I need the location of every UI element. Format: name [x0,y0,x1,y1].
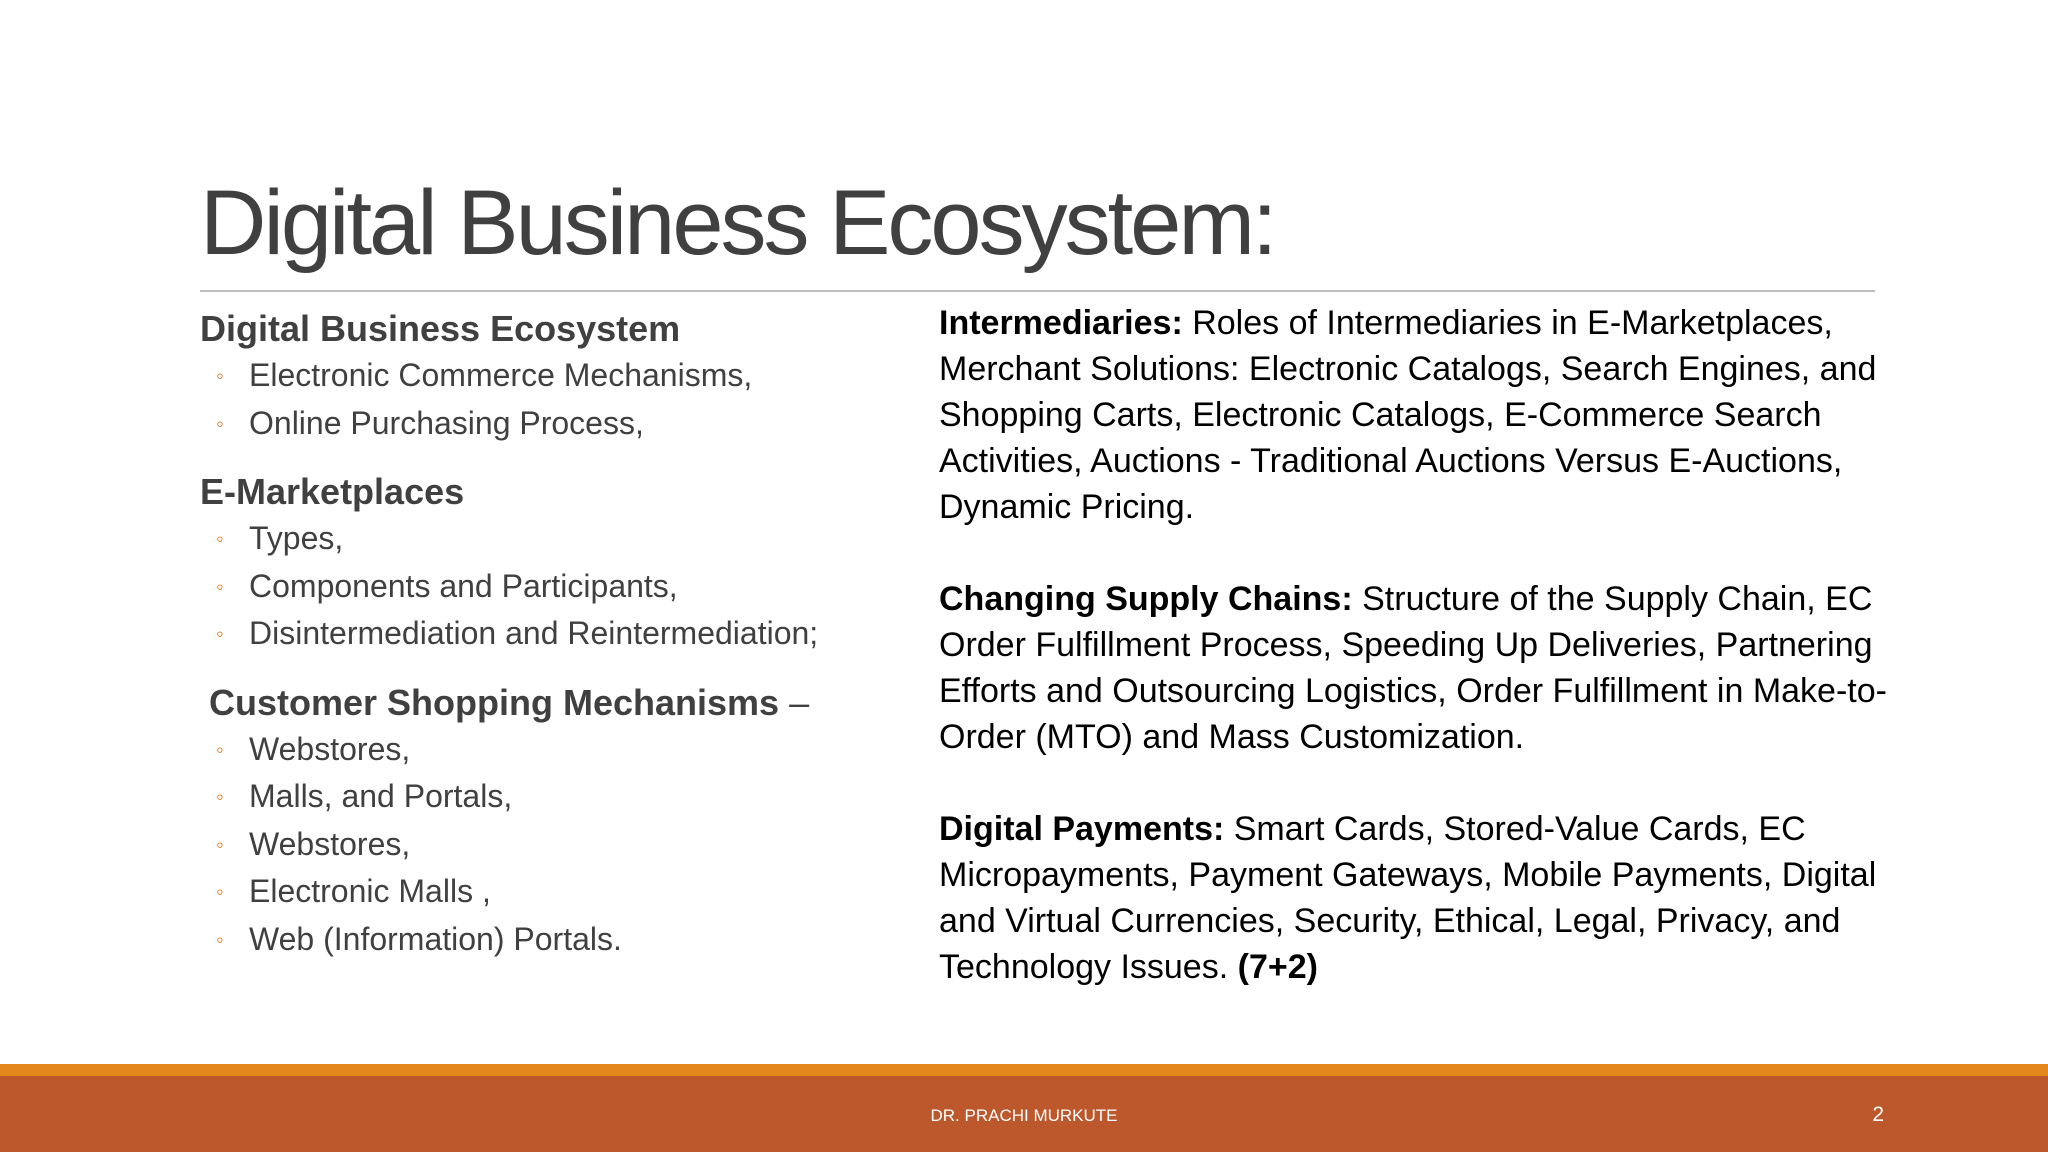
bullet-marker-icon: ◦ [216,363,224,388]
footer-accent-stripe [0,1064,2048,1076]
list-item [200,610,900,658]
list-item [200,726,900,774]
list-item [200,868,900,916]
marks-label: (7+2) [1237,948,1318,986]
paragraph-digital-payments [939,806,1939,990]
bullet-marker-icon: ◦ [216,831,224,857]
list-item-text: Web (Information) Portals. [249,920,622,957]
list-item-text: Malls, and Portals, [249,778,513,814]
bullet-list-e-marketplaces [200,515,900,658]
paragraph-heading: Changing Supply Chains: [939,580,1353,618]
list-item [200,515,900,563]
list-item [200,773,900,821]
bullet-marker-icon: ◦ [216,926,224,952]
bullet-marker-icon: ◦ [216,879,224,904]
paragraph-heading: Digital Payments: [939,810,1225,848]
paragraph-intermediaries [939,300,1939,530]
list-item-text: Webstores, [249,825,411,862]
paragraph-changing-supply-chains [939,576,1939,760]
left-column [200,306,900,985]
footer-author: DR. PRACHI MURKUTE [930,1106,1118,1125]
list-item [200,821,900,869]
paragraph-body: Roles of Intermediaries in E-Marketplaces, Merchant Solutions: Electronic Catalogs, Search Engines, and Shopping Carts, Electronic Catalogs, E-Commerce Search Activities, Auctions - Traditional Auctions Versus E-Auctions, Dynamic Pricing. [939,304,1877,526]
bullet-marker-icon: ◦ [216,410,224,436]
bullet-marker-icon: ◦ [216,573,224,599]
slide-page-number: 2 [1872,1103,1884,1126]
bullet-list-customer-shopping-mechanisms [200,726,900,964]
section-heading-digital-business-ecosystem: Digital Business Ecosystem [200,308,681,349]
paragraph-body: Smart Cards, Stored-Value Cards, EC Micropayments, Payment Gateways, Mobile Payments, Digital and Virtual Currencies, Security, Ethical, Legal, Privacy, and Technology Issues. [939,810,1877,986]
list-item [200,916,900,964]
list-item-text: Components and Participants, [249,567,678,604]
bullet-marker-icon: ◦ [216,736,224,762]
list-item-text: Online Purchasing Process, [249,404,644,441]
section-heading-suffix: – [779,681,810,723]
bullet-list-digital-business-ecosystem [200,352,900,447]
list-item-text: Types, [249,520,344,556]
list-item-text: Disintermediation and Reintermediation; [249,615,819,651]
bullet-marker-icon: ◦ [216,784,224,809]
section-heading-text: Customer Shopping Mechanisms [209,681,780,723]
bullet-marker-icon: ◦ [216,526,224,551]
paragraph-body: Structure of the Supply Chain, EC Order Fulfillment Process, Speeding Up Deliveries, Partnering Efforts and Outsourcing Logistics, Order Fulfillment in Make-to-Order (MTO) and Mass Customization. [939,580,1887,756]
section-heading-e-marketplaces: E-Marketplaces [200,471,465,512]
section-heading-customer-shopping-mechanisms [200,680,900,726]
list-item [200,400,900,448]
bullet-marker-icon: ◦ [216,621,224,646]
list-item [200,352,900,400]
list-item-text: Webstores, [249,730,411,767]
right-column [939,300,1939,1036]
paragraph-heading: Intermediaries: [939,304,1183,342]
list-item [200,563,900,611]
list-item-text: Electronic Malls , [249,873,491,909]
list-item-text: Electronic Commerce Mechanisms, [249,357,753,393]
slide-title: Digital Business Ecosystem: [200,172,1275,274]
title-divider [200,290,1875,292]
